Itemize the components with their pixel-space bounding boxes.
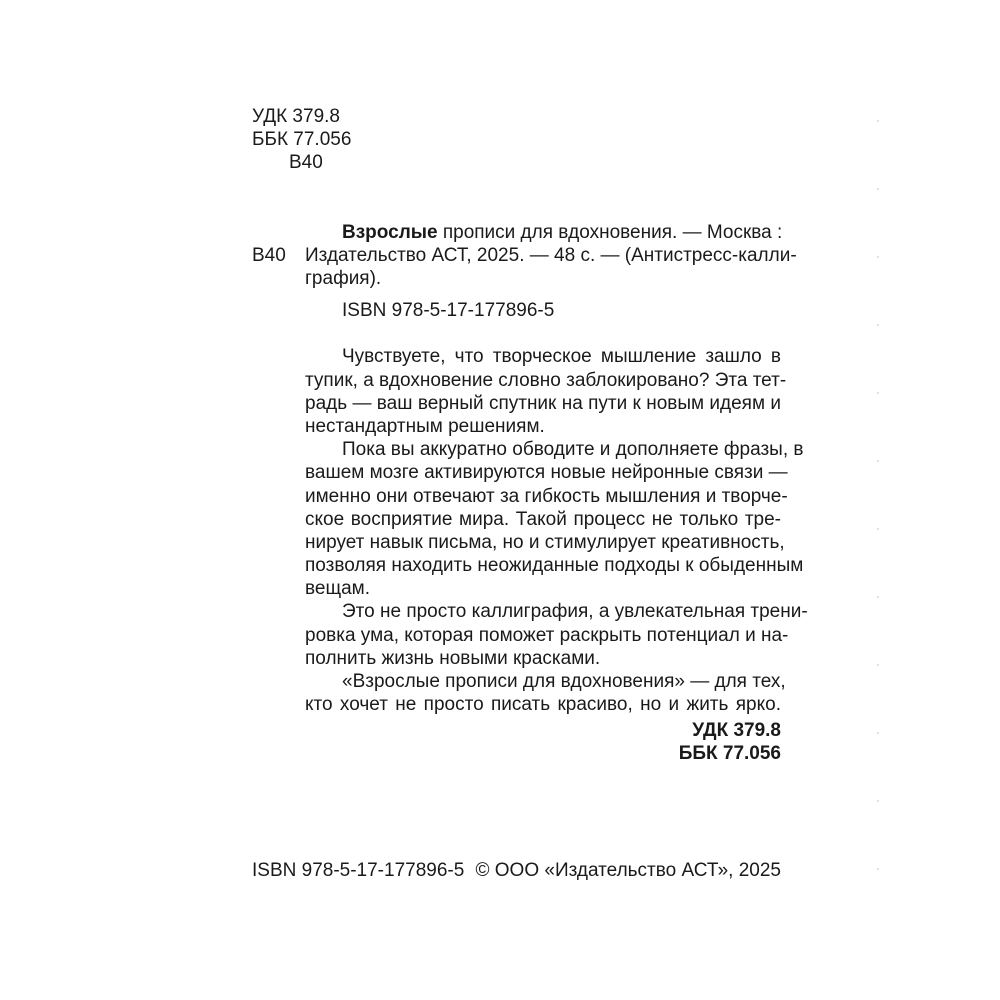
annotation-line: нестандартным решениям. bbox=[305, 416, 545, 437]
copyright-notice: © ООО «Издательство АСТ», 2025 bbox=[475, 860, 781, 881]
udk-code: УДК 379.8 bbox=[252, 106, 340, 127]
scan-dot bbox=[877, 460, 879, 462]
annotation-line: ровка ума, которая поможет раскрыть потенциал и на- bbox=[305, 625, 789, 646]
annotation-line: Чувствуете, что творческое мышление зашло в bbox=[342, 346, 781, 367]
bibliographic-line-3: графия). bbox=[305, 268, 382, 289]
annotation-line: кто хочет не просто писать красиво, но и жить ярко. bbox=[305, 694, 781, 715]
bibliographic-line-2: Издательство АСТ, 2025. — 48 с. — (Антистресс-калли- bbox=[305, 245, 797, 266]
annotation-line: тупик, а вдохновение словно заблокировано? Эта тет- bbox=[305, 370, 787, 391]
isbn-footer: ISBN 978-5-17-177896-5 bbox=[252, 860, 465, 881]
annotation-line: вещам. bbox=[305, 578, 370, 599]
scan-dot bbox=[877, 528, 879, 530]
bbk-code-bottom: ББК 77.056 bbox=[678, 743, 781, 764]
annotation-line: «Взрослые прописи для вдохновения» — для тех, bbox=[342, 671, 786, 692]
scan-dot bbox=[877, 188, 879, 190]
bibliographic-author-mark: В40 bbox=[252, 245, 286, 266]
annotation-line: радь — ваш верный спутник на пути к новым идеям и bbox=[305, 393, 781, 414]
scan-dot bbox=[877, 800, 879, 802]
annotation-line: нирует навык письма, но и стимулирует креативность, bbox=[305, 532, 785, 553]
scan-dot bbox=[877, 664, 879, 666]
bibliographic-line-1 bbox=[342, 222, 782, 245]
annotation-line: вашем мозге активируются новые нейронные связи — bbox=[305, 462, 788, 483]
scan-dot bbox=[877, 732, 879, 734]
scan-dot bbox=[877, 392, 879, 394]
annotation-line: Пока вы аккуратно обводите и дополняете фразы, в bbox=[342, 439, 804, 460]
annotation-line: именно они отвечают за гибкость мышления и творче- bbox=[305, 486, 788, 507]
annotation-line: ское восприятие мира. Такой процесс не только тре- bbox=[305, 509, 781, 530]
scan-dot bbox=[877, 120, 879, 122]
scan-dot bbox=[877, 596, 879, 598]
isbn-description: ISBN 978-5-17-177896-5 bbox=[342, 300, 555, 321]
author-mark: В40 bbox=[289, 152, 323, 173]
book-title-bold: Взрослые bbox=[342, 222, 438, 243]
annotation-line: полнить жизнь новыми красками. bbox=[305, 648, 601, 669]
annotation-line: позволяя находить неожиданные подходы к обыденным bbox=[305, 555, 804, 576]
scan-dot bbox=[877, 868, 879, 870]
scan-dot bbox=[877, 256, 879, 258]
scan-dot bbox=[877, 324, 879, 326]
annotation-line: Это не просто каллиграфия, а увлекательная трени- bbox=[342, 601, 808, 622]
udk-code-bottom: УДК 379.8 bbox=[692, 720, 781, 741]
bibliographic-line-1-rest: прописи для вдохновения. — Москва : bbox=[437, 222, 783, 243]
bbk-code: ББК 77.056 bbox=[252, 129, 352, 150]
